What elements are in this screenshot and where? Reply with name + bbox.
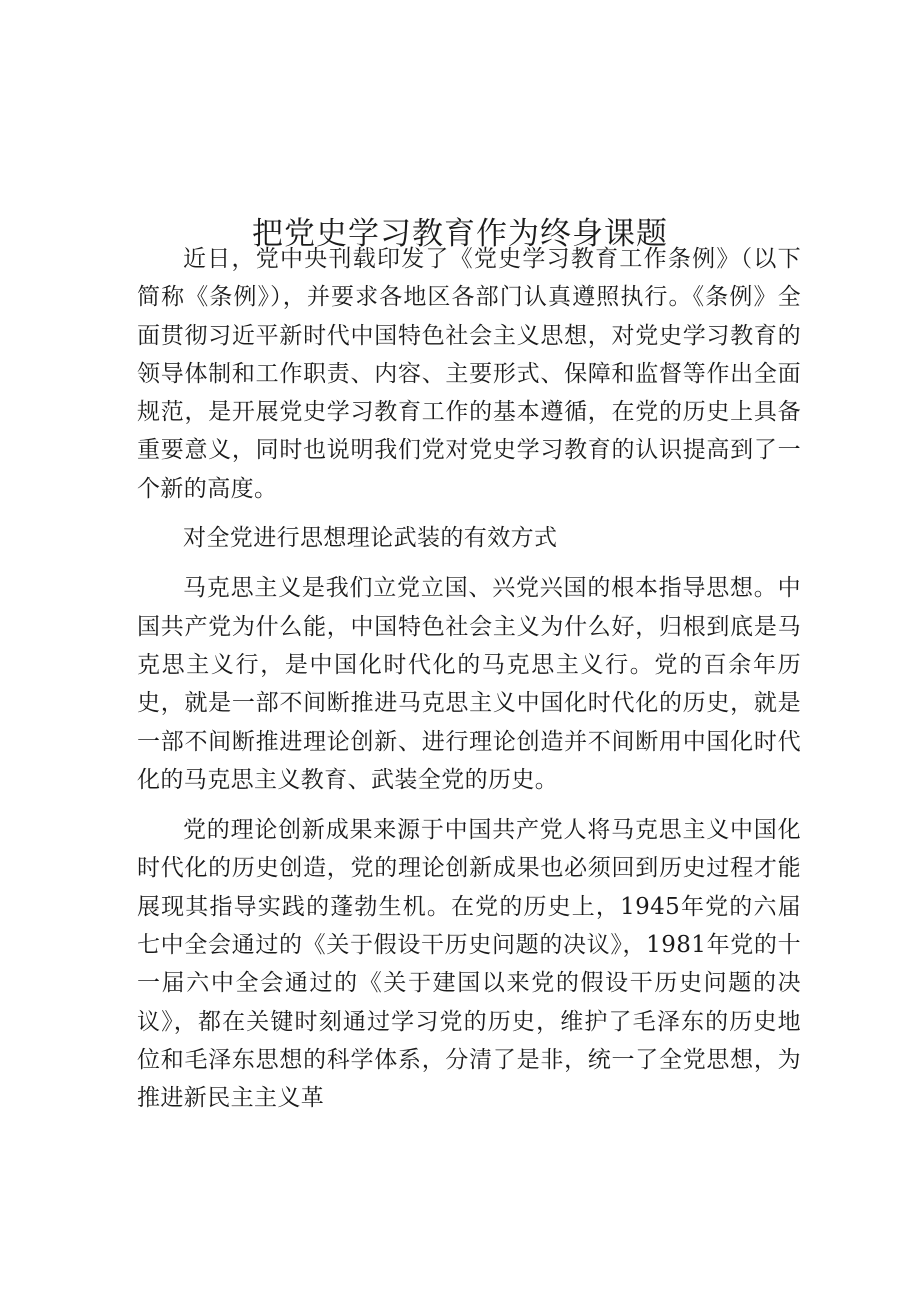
document-body (137, 240, 801, 1118)
section-heading: 对全党进行思想理论武装的有效方式 (183, 525, 558, 552)
paragraph-intro: 近日，党中央刊载印发了《党史学习教育工作条例》（以下简称《条例》），并要求各地区各部门认真遵照执行。《条例》全面贯彻习近平新时代中国特色社会主义思想，对党史学习教育的领导体制和工作职责、内容、主要形式、保障和监督等作出全面规范，是开展党史学习教育工作的基本遵循，在党的历史上具备重要意义，同时也说明我们党对党史学习教育的认识提高到了一个新的高度。 (137, 246, 801, 502)
document-title: 把党史学习教育作为终身课题 (252, 216, 668, 252)
paragraph-theory-innovation: 党的理论创新成果来源于中国共产党人将马克思主义中国化时代化的历史创造，党的理论创新成果也必须回到历史过程才能展现其指导实践的蓬勃生机。在党的历史上，1945年党的六届七中全会通过的《关于假设干历史问题的决议》，1981年党的十一届六中全会通过的《关于建国以来党的假设干历史问题的决议》，都在关键时刻通过学习党的历史，维护了毛泽东的历史地位和毛泽东思想的科学体系，分清了是非，统一了全党思想，为推进新民主主义革 (137, 817, 801, 1112)
paragraph-marxism: 马克思主义是我们立党立国、兴党兴国的根本指导思想。中国共产党为什么能，中国特色社会主义为什么好，归根到底是马克思主义行，是中国化时代化的马克思主义行。党的百余年历史，就是一部不间断推进马克思主义中国化时代化的历史，就是一部不间断推进理论创新、进行理论创造并不间断用中国化时代化的马克思主义教育、武装全党的历史。 (137, 575, 801, 793)
